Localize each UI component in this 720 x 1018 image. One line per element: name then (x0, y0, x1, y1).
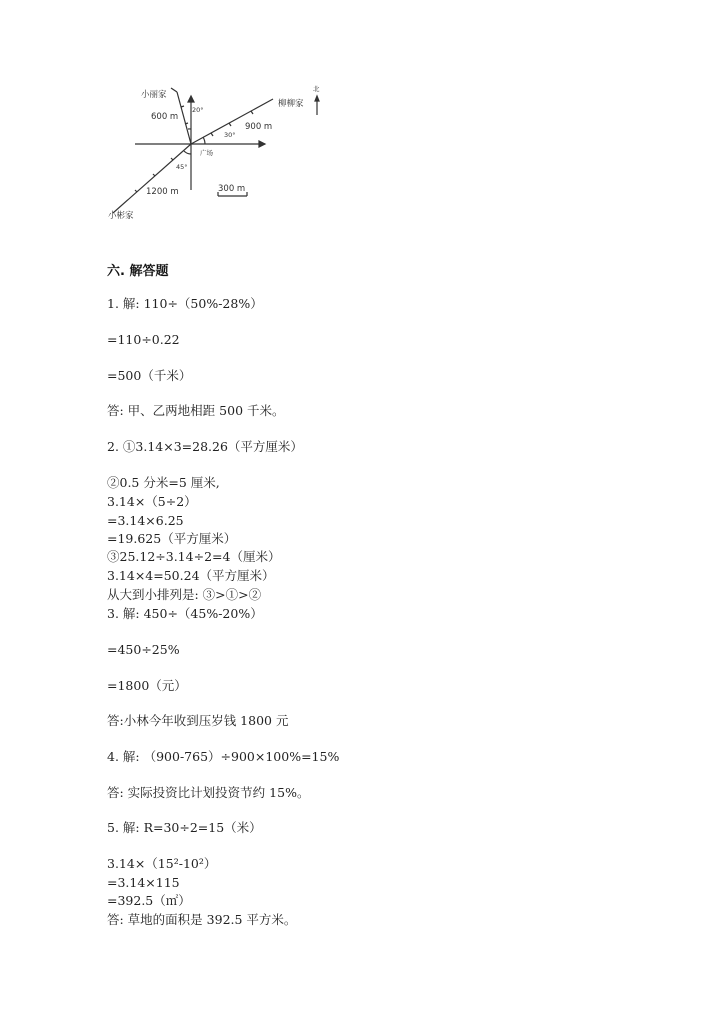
label-north: 北 (313, 85, 320, 93)
east-arrow (259, 141, 265, 147)
answer-line: 2. ①3.14×3=28.26（平方厘米） (107, 439, 303, 454)
label-20deg: 20° (192, 106, 204, 114)
answer-line: =450÷25% (107, 642, 180, 657)
answer-line: 3.14×4=50.24（平方厘米） (107, 568, 275, 583)
label-scale: 300 m (218, 184, 246, 194)
answer-line: ③25.12÷3.14÷2=4（厘米） (107, 549, 281, 564)
north-arrow (188, 96, 194, 102)
answer-line: 答: 甲、乙两地相距 500 千米。 (107, 403, 285, 418)
label-square: 广场 (200, 149, 213, 157)
arc-30 (203, 137, 205, 144)
answer-line: =1800（元） (107, 678, 187, 693)
label-liuliu: 柳柳家 (278, 99, 304, 109)
arc-45 (184, 151, 191, 154)
label-xiaobin: 小彬家 (108, 211, 134, 221)
label-600m: 600 m (151, 112, 179, 122)
answer-line: =500（千米） (107, 368, 192, 383)
answer-line: 答: 草地的面积是 392.5 平方米。 (107, 912, 297, 927)
answer-line: 3.14×（15²-10²） (107, 856, 217, 871)
answer-line: 4. 解: （900-765）÷900×100%=15% (107, 749, 340, 764)
section-heading: 六. 解答题 (107, 264, 169, 279)
label-900m: 900 m (245, 122, 273, 132)
line-to-xiaobin (113, 144, 191, 213)
answer-line: =392.5（㎡） (107, 893, 191, 908)
answer-line: =110÷0.22 (107, 332, 180, 347)
answer-line: =3.14×6.25 (107, 513, 184, 528)
answer-line: 1. 解: 110÷（50%-28%） (107, 296, 263, 311)
direction-map-diagram (105, 80, 335, 230)
answer-line: 3.14×（5÷2） (107, 494, 197, 509)
answer-line: 答:小林今年收到压岁钱 1800 元 (107, 713, 289, 728)
answer-line: ②0.5 分米=5 厘米, (107, 475, 220, 490)
answer-line: 答: 实际投资比计划投资节约 15%。 (107, 785, 310, 800)
label-30deg: 30° (224, 131, 236, 139)
answer-line: =19.625（平方厘米） (107, 531, 237, 546)
answer-line: 5. 解: R=30÷2=15（米） (107, 820, 262, 835)
answer-line: =3.14×115 (107, 875, 180, 890)
label-1200m: 1200 m (146, 187, 179, 197)
answer-line: 从大到小排列是: ③>①>② (107, 587, 262, 602)
answer-line: 3. 解: 450÷（45%-20%） (107, 606, 263, 621)
label-xiaoli: 小丽家 (141, 90, 167, 100)
label-45deg: 45° (176, 163, 188, 171)
